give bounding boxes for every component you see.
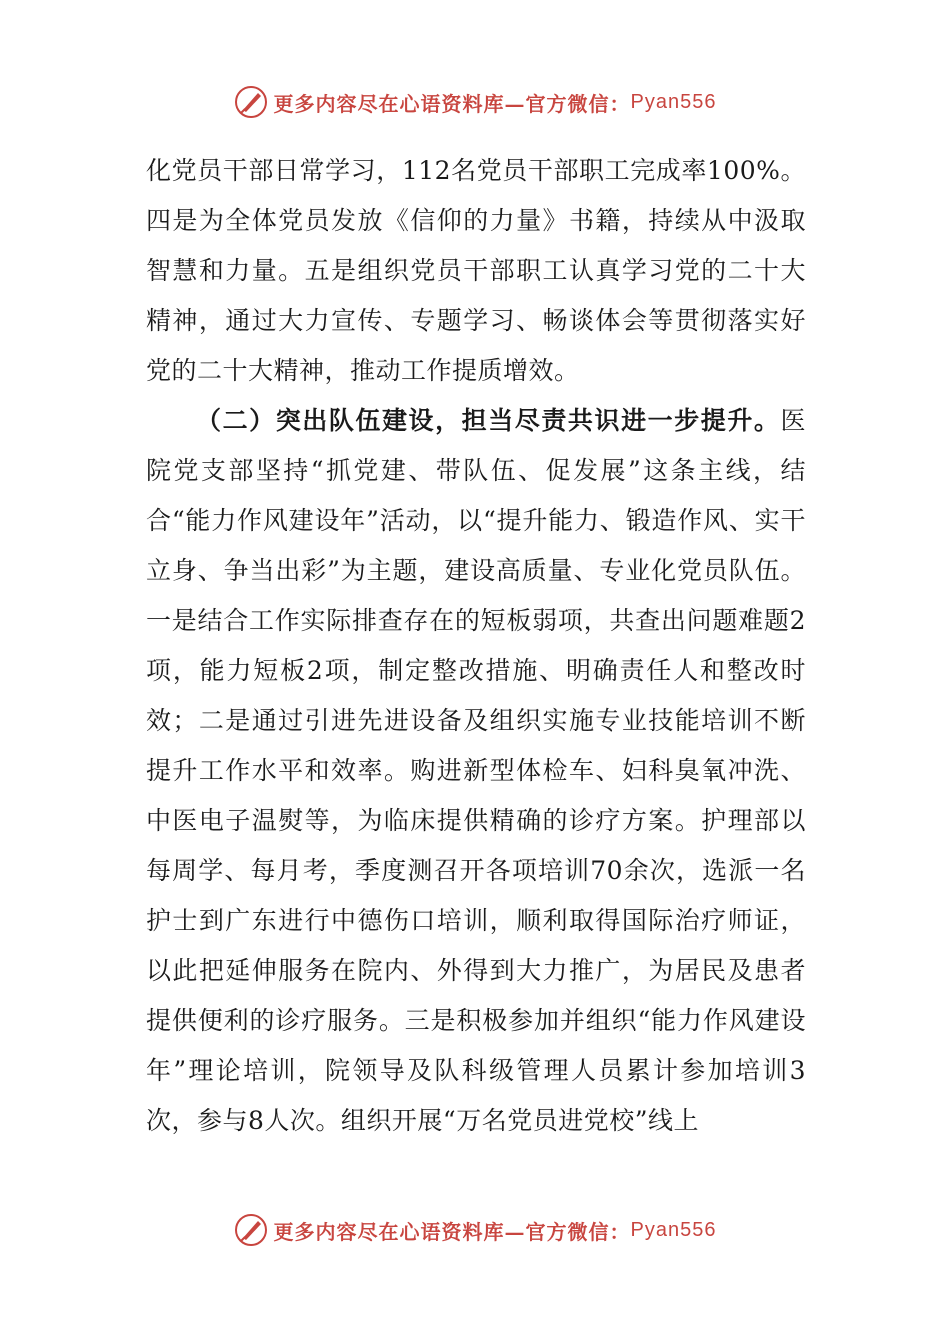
section-heading: （二）突出队伍建设，担当尽责共识进一步提升。 <box>196 406 781 435</box>
watermark-text: 更多内容尽在心语资料库—官方微信： <box>273 1219 631 1244</box>
paragraph-2 <box>146 396 806 1146</box>
watermark-wechat-id: Pyan556 <box>630 1218 717 1241</box>
watermark-header <box>0 82 950 122</box>
paragraph-1: 化党员干部日常学习，112名党员干部职工完成率100%。四是为全体党员发放《信仰的力量》书籍，持续从中汲取智慧和力量。五是组织党员干部职工认真学习党的二十大精神，通过大力宣传、专题学习、畅谈体会等贯彻落实好党的二十大精神，推动工作提质增效。 <box>146 156 806 385</box>
quill-logo-icon <box>234 85 268 119</box>
watermark-footer <box>0 1210 950 1250</box>
quill-logo-icon <box>234 1213 268 1247</box>
document-body <box>146 146 806 1146</box>
watermark-text: 更多内容尽在心语资料库—官方微信： <box>273 91 631 116</box>
paragraph-2-body: 医院党支部坚持“抓党建、带队伍、促发展”这条主线，结合“能力作风建设年”活动，以“提升能力、锻造作风、实干立身、争当出彩”为主题，建设高质量、专业化党员队伍。一是结合工作实际排查存在的短板弱项，共查出问题难题2项，能力短板2项，制定整改措施、明确责任人和整改时效；二是通过引进先进设备及组织实施专业技能培训不断提升工作水平和效率。购进新型体检车、妇科臭氧冲洗、中医电子温熨等，为临床提供精确的诊疗方案。护理部以每周学、每月考，季度测召开各项培训70余次，选派一名护士到广东进行中德伤口培训，顺利取得国际治疗师证，以此把延伸服务在院内、外得到大力推广，为居民及患者提供便利的诊疗服务。三是积极参加并组织“能力作风建设年”理论培训，院领导及队科级管理人员累计参加培训3次，参与8人次。组织开展“万名党员进党校”线上 <box>146 406 806 1135</box>
watermark-wechat-id: Pyan556 <box>630 90 717 113</box>
